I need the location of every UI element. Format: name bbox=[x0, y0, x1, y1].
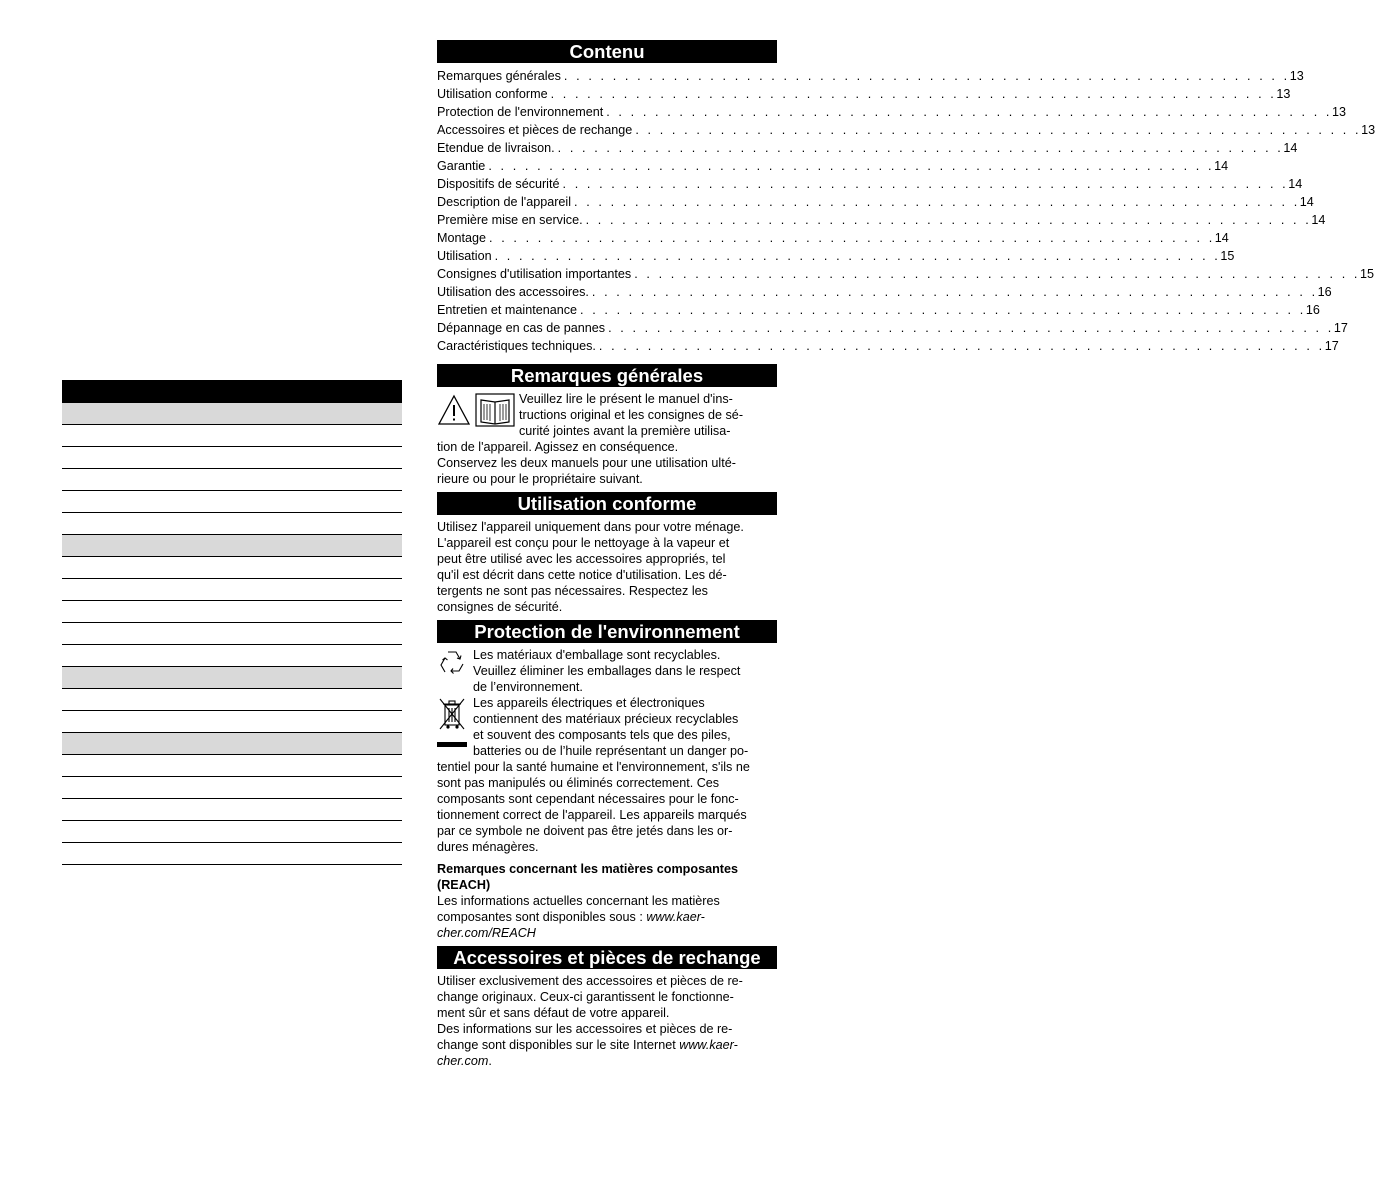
toc-item-page: 13 bbox=[1332, 105, 1347, 119]
toc-item-title: Utilisation des accessoires. bbox=[437, 285, 589, 299]
left-table-row bbox=[62, 645, 402, 667]
toc-leader-dots: . . . . . . . . . . . . . . . . . . . . . . . . . . . . . . . . . . . . . . . . . . . . . . . . . . . . . . . . . . . . bbox=[580, 303, 1306, 317]
left-table-row bbox=[62, 843, 402, 865]
website-link[interactable]: www.kaer- bbox=[679, 1038, 738, 1052]
toc-item-page: 14 bbox=[1299, 195, 1314, 209]
toc-item-title: Etendue de livraison. bbox=[437, 141, 555, 155]
weee-line: par ce symbole ne doivent pas être jetés dans les or- bbox=[437, 824, 733, 838]
toc-leader-dots: . . . . . . . . . . . . . . . . . . . . . . . . . . . . . . . . . . . . . . . . . . . . . . . . . . . . . . . . . . . . bbox=[557, 141, 1284, 155]
reach-text: composantes sont disponibles sous : bbox=[437, 910, 647, 924]
toc-leader-dots: . . . . . . . . . . . . . . . . . . . . . . . . . . . . . . . . . . . . . . . . . . . . . . . . . . . . . . . . . . . . bbox=[494, 249, 1221, 263]
left-table-row bbox=[62, 579, 402, 601]
toc-item[interactable] bbox=[437, 301, 1320, 319]
left-table-row bbox=[62, 425, 402, 447]
accessoires-line: Utiliser exclusivement des accessoires et pièces de re- bbox=[437, 974, 743, 988]
toc-item[interactable] bbox=[437, 193, 1314, 211]
recycle-line: Les matériaux d'emballage sont recyclables. bbox=[473, 648, 721, 662]
left-table-row bbox=[62, 557, 402, 579]
left-table-row bbox=[62, 799, 402, 821]
toc-item[interactable] bbox=[437, 103, 1347, 121]
heading-protection: Protection de l'environnement bbox=[437, 620, 777, 643]
weee-line: contiennent des matériaux précieux recyclables bbox=[473, 712, 739, 726]
toc-leader-dots: . . . . . . . . . . . . . . . . . . . . . . . . . . . . . . . . . . . . . . . . . . . . . . . . . . . . . . . . . . . . bbox=[562, 177, 1289, 191]
toc-item-title: Dépannage en cas de pannes bbox=[437, 321, 606, 335]
left-table-header bbox=[62, 380, 402, 403]
toc-item-title: Protection de l'environnement bbox=[437, 105, 604, 119]
recycle-line: Veuillez éliminer les emballages dans le respect bbox=[473, 664, 741, 678]
toc-item-title: Description de l'appareil bbox=[437, 195, 572, 209]
recycle-block bbox=[437, 647, 777, 695]
utilisation-line: peut être utilisé avec les accessoires appropriés, tel bbox=[437, 552, 726, 566]
accessoires-line: change originaux. Ceux-ci garantissent le fonctionne- bbox=[437, 990, 734, 1004]
left-table-row bbox=[62, 601, 402, 623]
left-table-row bbox=[62, 513, 402, 535]
toc-leader-dots: . . . . . . . . . . . . . . . . . . . . . . . . . . . . . . . . . . . . . . . . . . . . . . . . . . . . . . . . . . . . bbox=[574, 195, 1300, 209]
toc-leader-dots: . . . . . . . . . . . . . . . . . . . . . . . . . . . . . . . . . . . . . . . . . . . . . . . . . . . . . . . . . . . . bbox=[550, 87, 1277, 101]
toc-item-page: 14 bbox=[1311, 213, 1326, 227]
left-table-row bbox=[62, 403, 402, 425]
toc-item-page: 15 bbox=[1220, 249, 1235, 263]
warning-triangle-icon bbox=[437, 393, 471, 430]
toc-item-page: 15 bbox=[1360, 267, 1375, 281]
toc-item[interactable] bbox=[437, 265, 1375, 283]
toc-leader-dots: . . . . . . . . . . . . . . . . . . . . . . . . . . . . . . . . . . . . . . . . . . . . . . . . . . . . . . . . . . . . bbox=[489, 231, 1215, 245]
reach-link[interactable]: www.kaer- bbox=[646, 910, 705, 924]
toc-item[interactable] bbox=[437, 139, 1298, 157]
left-table-row bbox=[62, 689, 402, 711]
toc-item-title: Remarques générales bbox=[437, 69, 561, 83]
toc-leader-dots: . . . . . . . . . . . . . . . . . . . . . . . . . . . . . . . . . . . . . . . . . . . . . . . . . . . . . . . . . . . . bbox=[598, 339, 1325, 353]
left-table-row bbox=[62, 667, 402, 689]
weee-line: et souvent des composants tels que des piles, bbox=[473, 728, 731, 742]
reach-line bbox=[437, 925, 777, 941]
left-table-row bbox=[62, 733, 402, 755]
section-accessoires bbox=[437, 973, 777, 1069]
toc-item-title: Utilisation conforme bbox=[437, 87, 548, 101]
toc-item[interactable] bbox=[437, 175, 1303, 193]
toc-item-page: 16 bbox=[1317, 285, 1332, 299]
heading-utilisation: Utilisation conforme bbox=[437, 492, 777, 515]
toc-item-title: Caractéristiques techniques. bbox=[437, 339, 596, 353]
weee-block bbox=[437, 695, 777, 855]
toc-list bbox=[437, 67, 1375, 355]
content-column bbox=[437, 40, 1375, 1074]
toc-item-title: Dispositifs de sécurité bbox=[437, 177, 560, 191]
left-table-row bbox=[62, 711, 402, 733]
remarques-line: Conservez les deux manuels pour une utilisation ulté- bbox=[437, 456, 736, 470]
heading-remarques: Remarques générales bbox=[437, 364, 777, 387]
toc-item-page: 13 bbox=[1289, 69, 1304, 83]
accessoires-line: Des informations sur les accessoires et pièces de re- bbox=[437, 1022, 733, 1036]
remarques-line: rieure ou pour le propriétaire suivant. bbox=[437, 472, 643, 486]
toc-leader-dots: . . . . . . . . . . . . . . . . . . . . . . . . . . . . . . . . . . . . . . . . . . . . . . . . . . . . . . . . . . . . bbox=[563, 69, 1290, 83]
accessoires-text: change sont disponibles sur le site Internet bbox=[437, 1038, 680, 1052]
reach-link-cont[interactable]: cher.com/REACH bbox=[437, 926, 536, 940]
utilisation-line: Utilisez l'appareil uniquement dans pour votre ménage. bbox=[437, 520, 744, 534]
weee-line: dures ménagères. bbox=[437, 840, 539, 854]
bin-underline-bar bbox=[437, 742, 467, 747]
remarques-line: tructions original et les consignes de sé- bbox=[519, 408, 744, 422]
left-table-rows bbox=[62, 403, 402, 865]
toc-item-title: Consignes d'utilisation importantes bbox=[437, 267, 632, 281]
weee-line: Les appareils électriques et électroniques bbox=[473, 696, 705, 710]
weee-line: tionnement correct de l'appareil. Les appareils marqués bbox=[437, 808, 747, 822]
toc-item-title: Entretien et maintenance bbox=[437, 303, 578, 317]
section-protection bbox=[437, 647, 777, 941]
toc-item[interactable] bbox=[437, 229, 1229, 247]
toc-item-page: 16 bbox=[1305, 303, 1320, 317]
toc-item-title: Utilisation bbox=[437, 249, 492, 263]
toc-leader-dots: . . . . . . . . . . . . . . . . . . . . . . . . . . . . . . . . . . . . . . . . . . . . . . . . . . . . . . . . . . . . bbox=[591, 285, 1318, 299]
toc-heading: Contenu bbox=[437, 40, 777, 63]
left-table-row bbox=[62, 447, 402, 469]
crossed-bin-icon bbox=[437, 696, 467, 747]
utilisation-line: consignes de sécurité. bbox=[437, 600, 563, 614]
utilisation-line: L'appareil est conçu pour le nettoyage à la vapeur et bbox=[437, 536, 730, 550]
left-language-table bbox=[62, 380, 402, 865]
toc-item[interactable] bbox=[437, 319, 1348, 337]
remarques-line: curité jointes avant la première utilisa- bbox=[519, 424, 731, 438]
remarques-line: Veuillez lire le présent le manuel d'ins- bbox=[519, 392, 733, 406]
heading-accessoires: Accessoires et pièces de rechange bbox=[437, 946, 777, 969]
left-table-row bbox=[62, 777, 402, 799]
toc-leader-dots: . . . . . . . . . . . . . . . . . . . . . . . . . . . . . . . . . . . . . . . . . . . . . . . . . . . . . . . . . . . . bbox=[488, 159, 1215, 173]
toc-item-page: 13 bbox=[1361, 123, 1375, 137]
toc-item-title: Accessoires et pièces de rechange bbox=[437, 123, 633, 137]
toc-item[interactable] bbox=[437, 211, 1326, 229]
toc-leader-dots: . . . . . . . . . . . . . . . . . . . . . . . . . . . . . . . . . . . . . . . . . . . . . . . . . . . . . . . . . . . . bbox=[585, 213, 1312, 227]
reach-title-2: (REACH) bbox=[437, 878, 491, 892]
toc-item-title: Montage bbox=[437, 231, 487, 245]
toc-leader-dots: . . . . . . . . . . . . . . . . . . . . . . . . . . . . . . . . . . . . . . . . . . . . . . . . . . . . . . . . . . . . bbox=[608, 321, 1334, 335]
toc-item-title: Première mise en service. bbox=[437, 213, 583, 227]
toc-item[interactable] bbox=[437, 85, 1291, 103]
toc-leader-dots: . . . . . . . . . . . . . . . . . . . . . . . . . . . . . . . . . . . . . . . . . . . . . . . . . . . . . . . . . . . . bbox=[634, 267, 1360, 281]
remarques-line: tion de l'appareil. Agissez en conséquence. bbox=[437, 440, 679, 454]
utilisation-line: qu'il est décrit dans cette notice d'utilisation. Les dé- bbox=[437, 568, 727, 582]
toc-item-page: 13 bbox=[1276, 87, 1291, 101]
reach-title: Remarques concernant les matières composantes bbox=[437, 862, 738, 876]
left-table-row bbox=[62, 755, 402, 777]
weee-line: sont pas manipulés ou éliminés correctement. Ces bbox=[437, 776, 720, 790]
toc-item-page: 17 bbox=[1324, 339, 1339, 353]
weee-line: batteries ou de l’huile représentant un danger po- bbox=[473, 744, 749, 758]
recycle-icon bbox=[437, 648, 467, 683]
toc-item-page: 14 bbox=[1288, 177, 1303, 191]
recycle-line: de l’environnement. bbox=[473, 680, 583, 694]
left-table-row bbox=[62, 623, 402, 645]
weee-line: composants sont cependant nécessaires pour le fonc- bbox=[437, 792, 739, 806]
accessoires-line bbox=[437, 1053, 777, 1069]
toc-item[interactable] bbox=[437, 337, 1339, 355]
left-table-row bbox=[62, 469, 402, 491]
utilisation-line: tergents ne sont pas nécessaires. Respectez les bbox=[437, 584, 708, 598]
toc-leader-dots: . . . . . . . . . . . . . . . . . . . . . . . . . . . . . . . . . . . . . . . . . . . . . . . . . . . . . . . . . . . . bbox=[635, 123, 1362, 137]
toc-item-page: 14 bbox=[1283, 141, 1298, 155]
left-table-row bbox=[62, 491, 402, 513]
section-remarques bbox=[437, 391, 777, 487]
manual-book-icon bbox=[475, 393, 515, 430]
toc-item[interactable] bbox=[437, 283, 1332, 301]
toc-item-page: 14 bbox=[1214, 231, 1229, 245]
toc-item-page: 17 bbox=[1333, 321, 1348, 335]
toc-item-page: 14 bbox=[1214, 159, 1229, 173]
toc-item[interactable] bbox=[437, 67, 1304, 85]
toc-leader-dots: . . . . . . . . . . . . . . . . . . . . . . . . . . . . . . . . . . . . . . . . . . . . . . . . . . . . . . . . . . . . bbox=[606, 105, 1333, 119]
weee-line: tentiel pour la santé humaine et l'environnement, s'ils ne bbox=[437, 760, 750, 774]
reach-line: Les informations actuelles concernant les matières bbox=[437, 894, 720, 908]
left-table-row bbox=[62, 821, 402, 843]
reach-line bbox=[437, 909, 777, 925]
accessoires-period: . bbox=[488, 1054, 492, 1068]
website-link-cont[interactable]: cher.com bbox=[437, 1054, 489, 1068]
accessoires-line bbox=[437, 1037, 777, 1053]
toc-item[interactable] bbox=[437, 157, 1229, 175]
left-table-row bbox=[62, 535, 402, 557]
section-utilisation bbox=[437, 519, 777, 615]
toc-item[interactable] bbox=[437, 121, 1375, 139]
toc-item-title: Garantie bbox=[437, 159, 486, 173]
toc-item[interactable] bbox=[437, 247, 1235, 265]
accessoires-line: ment sûr et sans défaut de votre appareil. bbox=[437, 1006, 670, 1020]
